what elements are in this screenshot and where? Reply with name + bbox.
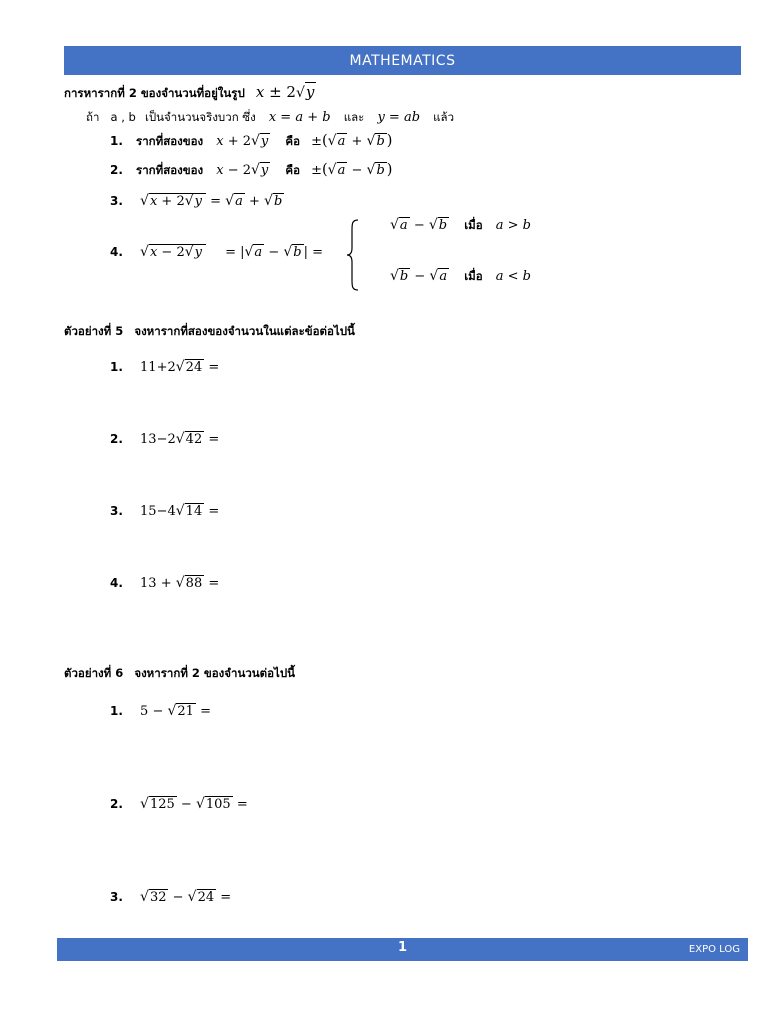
section-heading	[64, 82, 316, 103]
rule-num: 4.	[110, 245, 123, 259]
case-1	[390, 214, 531, 235]
page-footer	[57, 938, 748, 961]
example-instruction: จงหารากที่ 2 ของจำนวนต่อไปนี้	[134, 666, 295, 680]
given-end: แล้ว	[433, 110, 455, 124]
example-6-item-3	[110, 886, 231, 905]
left-brace-icon	[346, 218, 362, 292]
example-6-item-2	[110, 793, 248, 812]
item-expr: 15−4√14 =	[140, 503, 220, 519]
rule-abs: = |√a − √b | =	[225, 244, 324, 260]
rule-expr: x + 2√y	[216, 133, 269, 149]
example-6-item-1	[110, 700, 211, 719]
given-eq-y: y = ab	[377, 110, 421, 125]
example-6-heading	[64, 662, 295, 683]
rule-num: 1.	[110, 134, 123, 148]
example-label: ตัวอย่างที่ 5	[64, 324, 124, 338]
case-expr: √a − √b	[390, 217, 448, 233]
header-title: MATHEMATICS	[349, 52, 456, 69]
given-eq-x: x = a + b	[268, 110, 331, 125]
item-num: 2.	[110, 432, 123, 446]
given-and: และ	[343, 110, 365, 124]
item-num: 2.	[110, 797, 123, 811]
example-5-item-4	[110, 572, 219, 591]
page-number: 1	[397, 940, 408, 955]
item-expr: 5 − √21 =	[140, 703, 211, 719]
case-when: เมื่อ	[464, 218, 483, 232]
item-num: 3.	[110, 504, 123, 518]
rule-3	[110, 190, 284, 209]
rule-expr: √x − 2√y	[140, 245, 206, 260]
given-mid: เป็นจำนวนจริงบวก ซึ่ง	[144, 110, 256, 124]
rule-is: คือ	[285, 134, 300, 148]
given-vars: a , b	[110, 110, 136, 124]
example-5-item-3	[110, 500, 219, 519]
rule-result: ±(√a + √b )	[311, 133, 393, 149]
example-instruction: จงหารากที่สองของจำนวนในแต่ละข้อต่อไปนี้	[134, 324, 355, 338]
item-expr: 11+2√24 =	[140, 359, 220, 375]
rule-is: คือ	[285, 163, 300, 177]
item-num: 3.	[110, 890, 123, 904]
case-cond: a < b	[495, 269, 531, 284]
item-expr: 13−2√42 =	[140, 431, 220, 447]
rule-expr: x − 2√y	[216, 162, 269, 178]
item-num: 1.	[110, 704, 123, 718]
example-5-item-2	[110, 428, 219, 447]
rule-num: 3.	[110, 194, 123, 208]
item-num: 1.	[110, 360, 123, 374]
rule-num: 2.	[110, 163, 123, 177]
item-expr: √125 − √105 =	[140, 796, 248, 812]
rule-root-text: รากที่สองของ	[136, 163, 204, 177]
case-expr: √b − √a	[390, 268, 448, 284]
example-label: ตัวอย่างที่ 6	[64, 666, 124, 680]
rule-4	[110, 241, 323, 260]
item-expr: 13 + √88 =	[140, 575, 220, 591]
rule-root-text: รากที่สองของ	[136, 134, 204, 148]
rule-1	[110, 130, 392, 151]
example-5-item-1	[110, 356, 219, 375]
item-num: 4.	[110, 576, 123, 590]
page-header	[64, 46, 741, 75]
case-when: เมื่อ	[464, 269, 483, 283]
case-2	[390, 265, 531, 286]
section-heading-text: การหารากที่ 2 ของจำนวนที่อยู่ในรูป	[64, 86, 245, 100]
item-expr: √32 − √24 =	[140, 889, 232, 905]
rule-2	[110, 159, 392, 180]
given-line	[86, 106, 454, 127]
section-heading-math: x ± 2√y	[255, 83, 315, 101]
rule-result: ±(√a − √b )	[311, 162, 393, 178]
rule-expr: √x + 2√y = √a + √b	[140, 193, 283, 209]
case-cond: a > b	[495, 218, 531, 233]
footer-name: EXPO LOG	[688, 944, 740, 955]
given-prefix: ถ้า	[86, 110, 100, 124]
example-5-heading	[64, 320, 355, 341]
